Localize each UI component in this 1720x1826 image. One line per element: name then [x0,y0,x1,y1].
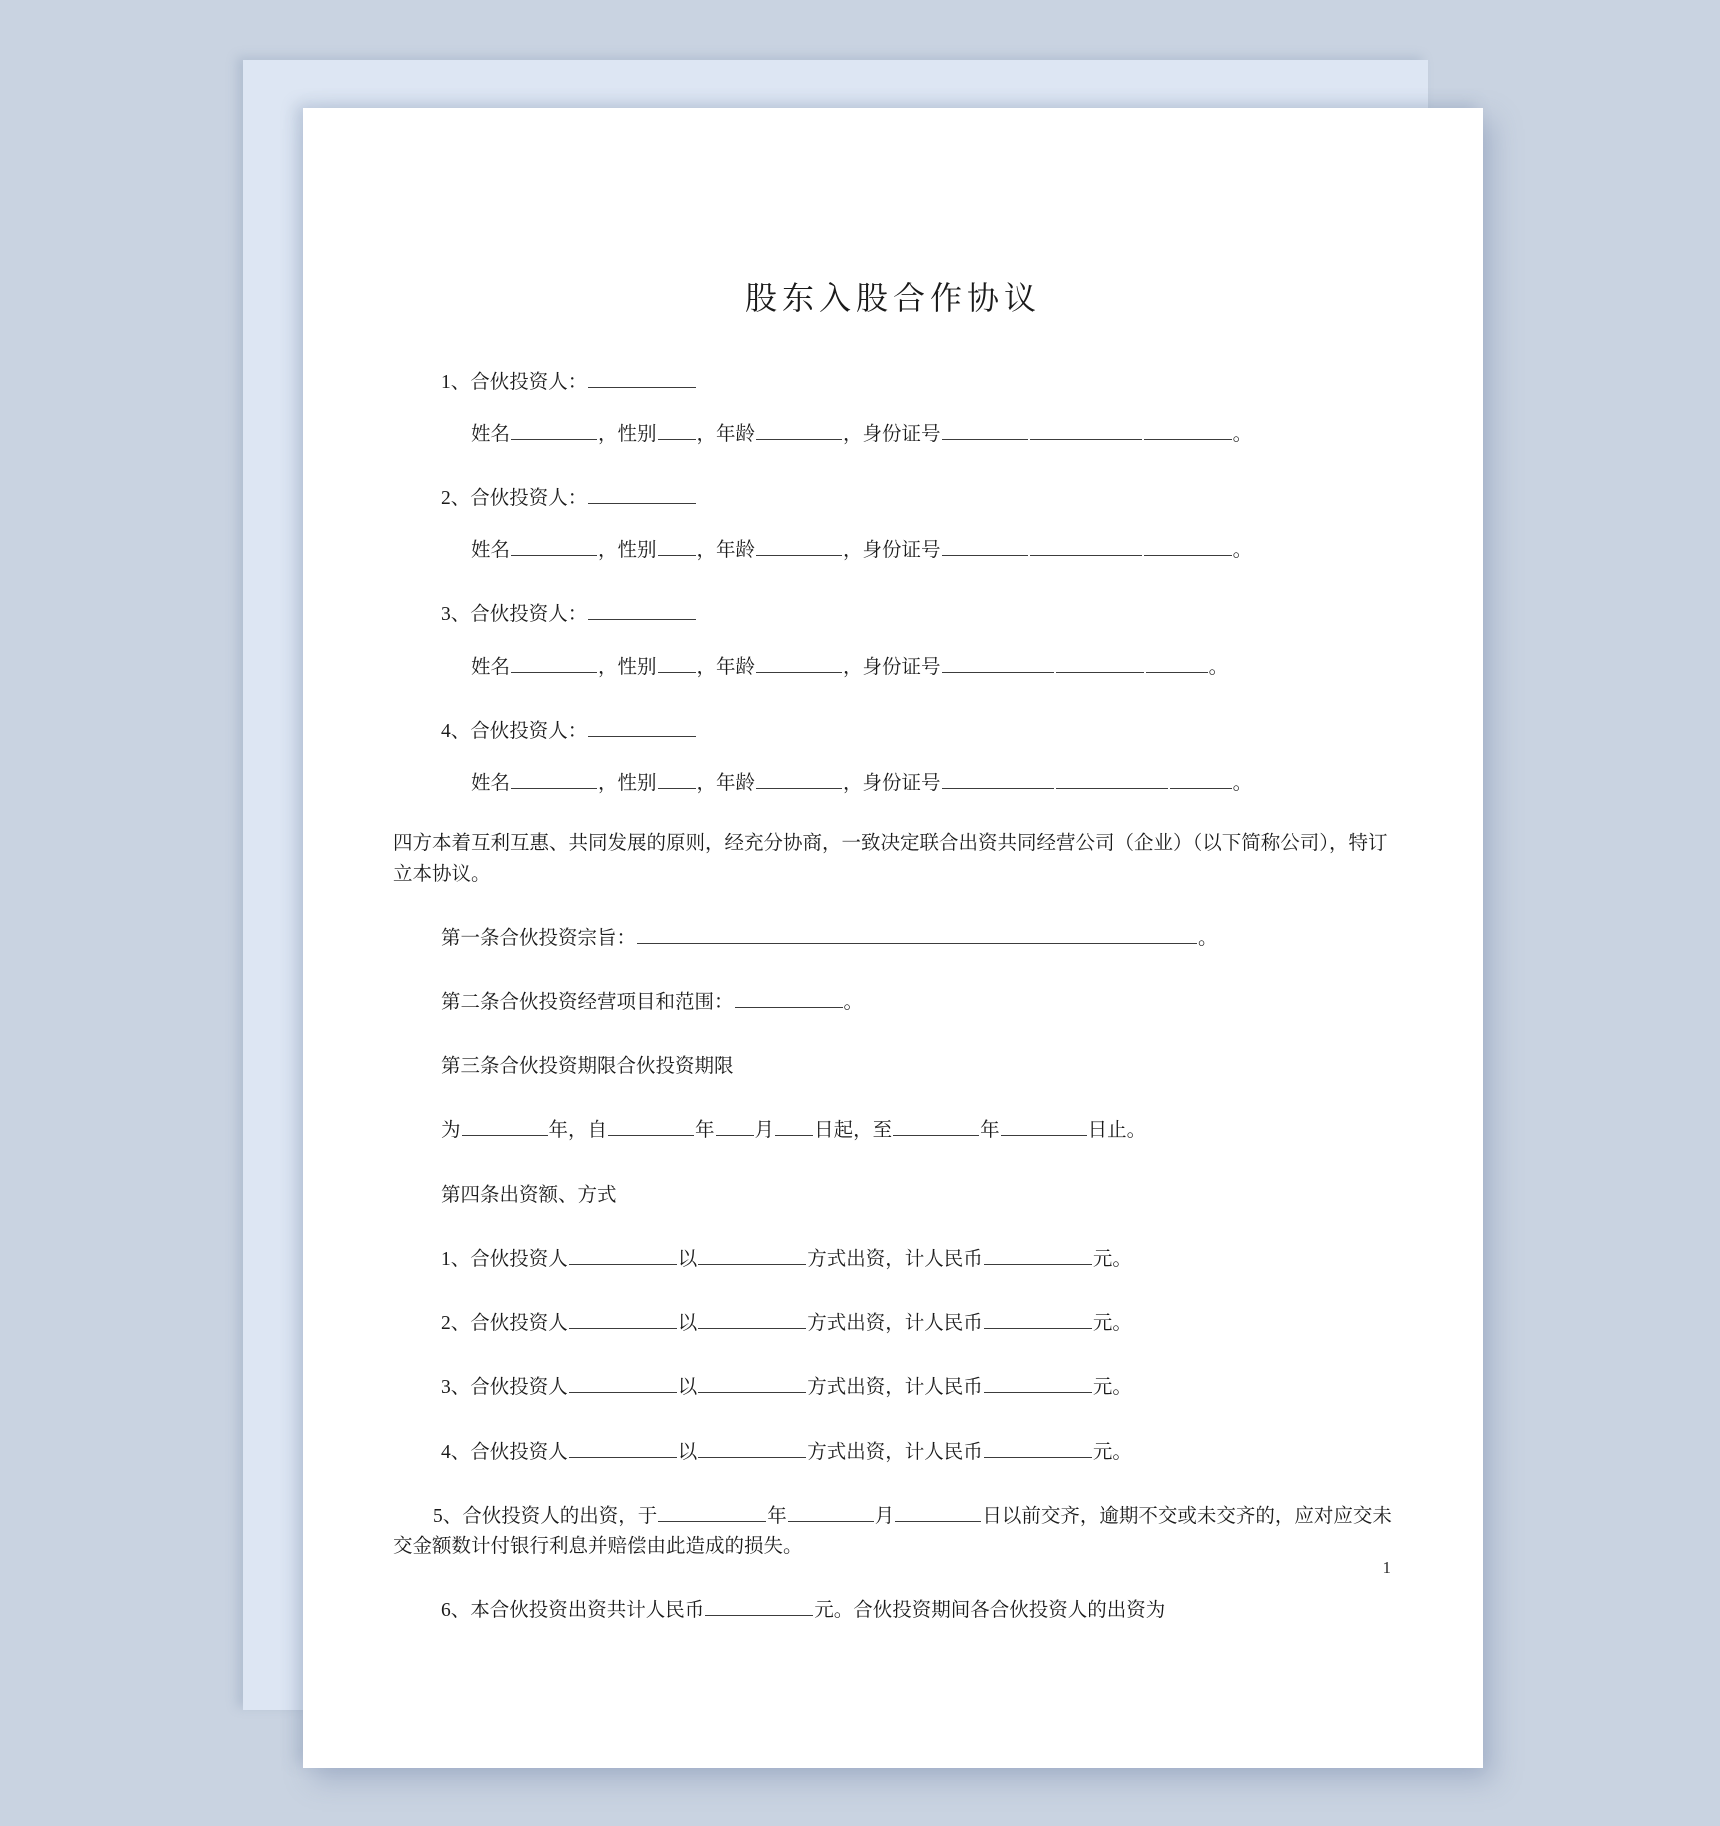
contribution-prefix-2: 合伙投资人 [470,1313,568,1335]
party-role-4: 合伙投资人： [470,720,588,742]
party-detail-1 [393,420,1393,450]
gender-blank-3[interactable] [658,653,696,673]
contribution-mid1-1: 以 [677,1248,698,1270]
contribution-prefix-1: 合伙投资人 [470,1248,568,1270]
id-blank-3a[interactable] [942,653,1054,673]
contribution-suffix-4: 元。 [1092,1441,1132,1463]
party-sep3-3: ，身份证号 [843,656,941,678]
id-blank-4c[interactable] [1170,770,1232,790]
party-end-1: 。 [1232,423,1253,445]
contribution-mid1-3: 以 [677,1377,698,1399]
party-end-3: 。 [1208,656,1229,678]
contribution-person-blank-3[interactable] [569,1374,677,1394]
item-5-part1: 合伙投资人的出资，于 [462,1505,658,1527]
party-end-2: 。 [1232,540,1253,562]
name-blank-4[interactable] [511,770,597,790]
contribution-method-blank-4[interactable] [698,1438,806,1458]
contribution-mid2-1: 方式出资，计人民币 [807,1248,983,1270]
item-6-paragraph [393,1596,1393,1626]
age-blank-4[interactable] [756,770,842,790]
term-year-label: 年，自 [548,1120,608,1142]
contribution-amount-blank-2[interactable] [984,1310,1092,1330]
id-blank-3b[interactable] [1056,653,1144,673]
id-blank-3c[interactable] [1146,653,1208,673]
contribution-amount-blank-4[interactable] [984,1438,1092,1458]
term-years-blank[interactable] [462,1117,548,1137]
contribution-method-blank-2[interactable] [698,1310,806,1330]
item-5-part2: 年 [767,1505,787,1527]
gender-blank-1[interactable] [658,420,696,440]
party-index-1: 1、 [441,371,471,393]
contribution-suffix-1: 元。 [1092,1248,1132,1270]
party-sep3-4: ，身份证号 [843,773,941,795]
start-month-blank[interactable] [716,1117,754,1137]
contribution-person-blank-1[interactable] [569,1245,677,1265]
name-blank-2[interactable] [511,537,597,557]
party-sep1-4: ，性别 [598,773,657,795]
party-sep2-1: ，年龄 [696,423,756,445]
item-5-index: 5、 [433,1505,463,1527]
page-number: 1 [1382,1558,1391,1577]
id-blank-4a[interactable] [942,770,1054,790]
article-1 [393,924,1393,954]
contribution-prefix-3: 合伙投资人 [470,1377,568,1399]
contribution-index-1: 1、 [441,1248,471,1270]
contribution-mid2-3: 方式出资，计人民币 [807,1377,983,1399]
party-role-1: 合伙投资人： [470,371,588,393]
party-name-label-1: 姓名 [471,423,511,445]
contribution-row-4 [393,1438,1393,1468]
contribution-person-blank-2[interactable] [569,1310,677,1330]
item-5-year-blank[interactable] [658,1502,766,1522]
preamble-paragraph: 四方本着互利互惠、共同发展的原则，经充分协商，一致决定联合出资共同经营公司（企业）（以下简称公司），特订立本协议。 [393,833,1388,885]
item-5-part3: 月 [874,1505,895,1527]
party-name-label-3: 姓名 [471,656,511,678]
contribution-index-3: 3、 [441,1377,471,1399]
item-5-part4: 日以前交齐，逾期不交或未交齐的，应对应交未交金额数计付银行利息并赔偿由此造成的损失。 [393,1505,1392,1557]
document-page [303,108,1483,1768]
party-index-3: 3、 [441,604,471,626]
party-name-blank-4[interactable] [588,717,696,737]
id-blank-1c[interactable] [1144,420,1232,440]
contribution-row-2 [393,1309,1393,1339]
party-sep3-2: ，身份证号 [843,540,941,562]
id-blank-2c[interactable] [1144,537,1232,557]
contribution-suffix-2: 元。 [1092,1313,1132,1335]
end-day-blank[interactable] [1001,1117,1087,1137]
item-6-index: 6、 [441,1600,471,1622]
party-line-4 [393,717,1393,747]
article-3-term-line [393,1116,1393,1146]
contribution-mid1-4: 以 [677,1441,698,1463]
end-day-label: 日止。 [1087,1120,1147,1142]
article-3-heading-line: 第三条合伙投资期限合伙投资期限 [441,1056,734,1078]
term-prefix: 为 [441,1120,461,1142]
party-sep1-2: ，性别 [598,540,657,562]
item-5-day-blank[interactable] [895,1502,981,1522]
age-blank-1[interactable] [756,420,842,440]
contribution-person-blank-4[interactable] [569,1438,677,1458]
contribution-mid2-2: 方式出资，计人民币 [807,1313,983,1335]
page-title: 股东入股合作协议 [744,280,1041,316]
party-name-blank-1[interactable] [588,368,696,388]
contribution-mid2-4: 方式出资，计人民币 [807,1441,983,1463]
party-detail-2 [393,536,1393,566]
age-blank-3[interactable] [756,653,842,673]
party-role-2: 合伙投资人： [470,488,588,510]
contribution-index-4: 4、 [441,1441,471,1463]
name-blank-1[interactable] [511,420,597,440]
age-blank-2[interactable] [756,537,842,557]
page-content [303,108,1483,1768]
article-2 [393,988,1393,1018]
party-name-blank-3[interactable] [588,601,696,621]
gender-blank-2[interactable] [658,537,696,557]
contribution-prefix-4: 合伙投资人 [470,1441,568,1463]
item-6-part1: 本合伙投资出资共计人民币 [470,1600,705,1622]
contribution-row-3 [393,1373,1393,1403]
contribution-method-blank-3[interactable] [698,1374,806,1394]
id-blank-4b[interactable] [1056,770,1168,790]
id-blank-2b[interactable] [1030,537,1142,557]
party-sep1-3: ，性别 [598,656,657,678]
party-name-label-4: 姓名 [471,773,511,795]
end-year-blank[interactable] [893,1117,979,1137]
item-5-month-blank[interactable] [788,1502,874,1522]
start-day-blank[interactable] [775,1117,813,1137]
party-name-label-2: 姓名 [471,540,511,562]
article-2-blank[interactable] [735,988,843,1008]
party-detail-3 [393,653,1393,683]
article-1-end: 。 [1198,927,1218,949]
party-line-1 [393,368,1393,398]
start-month-label: 月 [754,1120,775,1142]
article-1-blank[interactable] [637,924,1197,944]
article-2-heading: 第二条合伙投资经营项目和范围： [441,992,734,1013]
contribution-row-1 [393,1245,1393,1275]
contribution-index-2: 2、 [441,1313,471,1335]
party-role-3: 合伙投资人： [470,604,588,626]
gender-blank-4[interactable] [658,770,696,790]
contribution-method-blank-1[interactable] [698,1245,806,1265]
contribution-amount-blank-3[interactable] [984,1374,1092,1394]
contribution-suffix-3: 元。 [1092,1377,1132,1399]
party-detail-4 [393,769,1393,799]
party-sep2-3: ，年龄 [696,656,756,678]
id-blank-1a[interactable] [942,420,1028,440]
article-2-end: 。 [843,992,864,1013]
start-day-label: 日起，至 [814,1120,893,1142]
party-sep2-2: ，年龄 [696,540,756,562]
party-sep3-1: ，身份证号 [843,423,941,445]
party-index-4: 4、 [441,720,471,742]
contribution-mid1-2: 以 [677,1313,698,1335]
party-sep2-4: ，年龄 [696,773,756,795]
start-year-label: 年 [695,1120,715,1142]
name-blank-3[interactable] [511,653,597,673]
article-1-heading: 第一条合伙投资宗旨： [441,927,637,949]
start-year-blank[interactable] [608,1117,694,1137]
contribution-amount-blank-1[interactable] [984,1245,1092,1265]
item-6-part2: 元。合伙投资期间各合伙投资人的出资为 [814,1600,1166,1622]
item-5-paragraph [393,1502,1393,1562]
item-6-total-blank[interactable] [705,1597,813,1617]
id-blank-2a[interactable] [942,537,1028,557]
id-blank-1b[interactable] [1030,420,1142,440]
party-index-2: 2、 [441,488,471,510]
article-4-heading-line: 第四条出资额、方式 [441,1184,617,1206]
party-line-2 [393,484,1393,514]
party-end-4: 。 [1232,773,1253,795]
party-line-3 [393,600,1393,630]
end-year-label: 年 [980,1120,1000,1142]
party-name-blank-2[interactable] [588,485,696,505]
party-sep1-1: ，性别 [598,423,657,445]
